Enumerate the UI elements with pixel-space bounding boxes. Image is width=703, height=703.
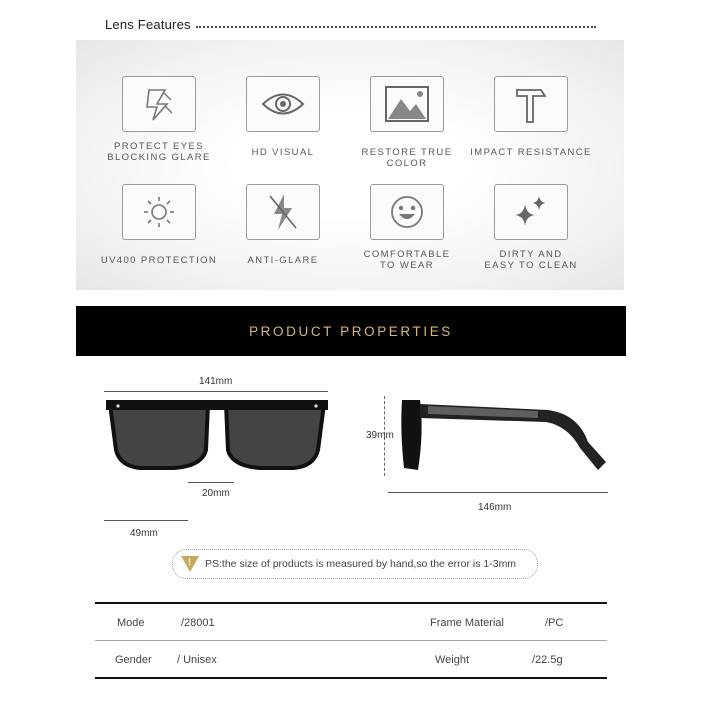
sun-icon [122,184,196,240]
feature-label: DIRTY AND EASY TO CLEAN [484,249,578,271]
dotted-divider [196,26,596,28]
feature-label: ANTI-GLARE [247,255,319,266]
temple-length-label: 146mm [478,502,512,513]
temple-length-arrow [388,492,608,493]
feature-uv400 [94,184,224,266]
glasses-front-icon [102,394,332,474]
bridge-label: 20mm [202,488,230,499]
hammer-icon [494,76,568,132]
feature-label: RESTORE TRUE COLOR [361,147,453,169]
warning-icon: ! [181,556,199,572]
spec-key: Mode [117,617,145,629]
spec-key: Gender [115,654,152,666]
feature-label: COMFORTABLE TO WEAR [363,249,451,271]
feature-hd-visual [218,76,348,158]
product-properties-banner [76,306,626,356]
spec-value: /28001 [181,617,215,629]
feature-label: HD VISUAL [251,147,315,158]
measurement-note [172,549,538,579]
spec-value: /PC [545,617,564,629]
lens-width-label: 49mm [130,528,158,539]
feature-true-color [342,76,472,169]
spec-table [95,602,607,679]
side-view-diagram [362,390,612,520]
table-bottom-rule [95,677,607,679]
lens-width-arrow [104,520,188,521]
table-row [95,641,607,677]
feature-label: PROTECT EYES BLOCKING GLARE [107,141,211,163]
front-view-diagram [102,376,332,539]
spec-value: /22.5g [532,654,563,666]
total-width-label: 141mm [199,376,233,387]
note-text: PS:the size of products is measured by hand,so the error is 1-3mm [205,558,517,570]
smiley-icon [370,184,444,240]
lightning-shield-icon [122,76,196,132]
feature-protect-eyes [94,76,224,163]
landscape-icon [370,76,444,132]
lens-features-title: Lens Features [105,17,191,32]
lens-features-panel [76,40,624,290]
eye-icon [246,76,320,132]
feature-impact [466,76,596,158]
total-width-arrow [104,391,328,392]
feature-anti-glare [218,184,348,266]
spec-key: Weight [435,654,470,666]
feature-label: UV400 PROTECTION [100,255,218,266]
sparkle-icon [494,184,568,240]
bridge-arrow [188,482,234,483]
spec-value: / Unisex [177,654,217,666]
banner-title: PRODUCT PROPERTIES [249,323,453,339]
feature-label: IMPACT RESISTANCE [470,147,592,158]
anti-glare-icon [246,184,320,240]
spec-key: Frame Material [430,617,504,629]
feature-comfortable [342,184,472,271]
lens-height-label: 39mm [366,430,394,441]
table-row [95,604,607,640]
glasses-side-icon [398,392,612,476]
feature-easy-clean [466,184,596,271]
